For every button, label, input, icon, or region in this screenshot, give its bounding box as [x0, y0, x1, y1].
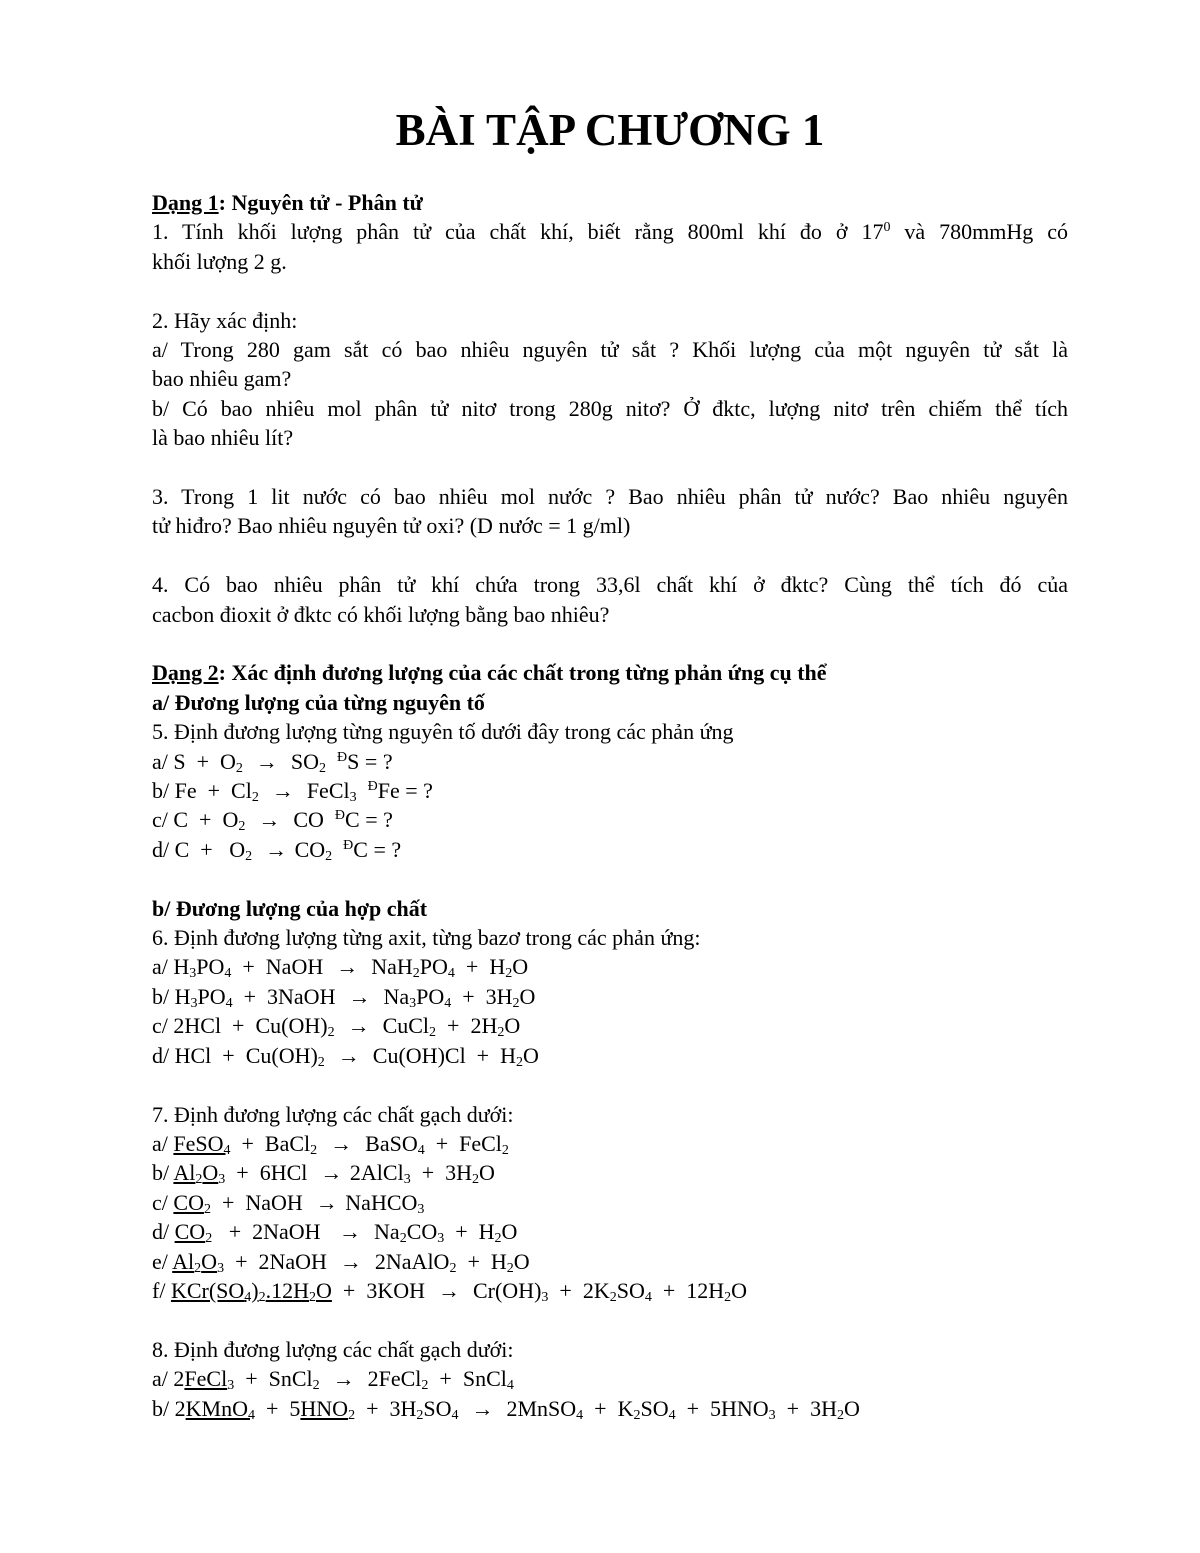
question-5-intro: 5. Định đương lượng từng nguyên tố dưới đây trong các phản ứng	[152, 719, 734, 745]
page-title: BÀI TẬP CHƯƠNG 1	[395, 105, 825, 155]
question-7-intro: 7. Định đương lượng các chất gạch dưới:	[152, 1101, 514, 1127]
reaction-7e: e/ $Al_2O_3$ + 2NaOH → 2NaAlO$_2$ + $H_2O$	[152, 1248, 530, 1276]
reaction-6b: b/ $H_3PO_4$ + 3NaOH → $Na_3PO_4 + 3H_2O$	[152, 983, 536, 1011]
reaction-5b: b/ $Fe + Cl_2$ → FeCl$_3$ $^Đ$Fe = ?	[152, 778, 433, 806]
question-1-line-1: 1. Tính khối lượng phân tử của chất khí, biết rằng 800ml khí đo ở $17^0$ và 780mmHg có	[152, 219, 1068, 245]
question-4-line-1: 4. Có bao nhiêu phân tử khí chứa trong 33,6l chất khí ở đktc? Cùng thể tích đó của	[152, 572, 1068, 598]
reaction-5c: c/ $C + O_2$ → CO $^Đ$C = ?	[152, 807, 393, 835]
section-1-heading: Dạng 1: Nguyên tử - Phân tử	[152, 190, 423, 215]
question-3-line-1: 3. Trong 1 lit nước có bao nhiêu mol nước ? Bao nhiêu phân tử nước? Bao nhiêu nguyên	[152, 484, 1068, 510]
section-1-label: Dạng 1	[152, 190, 219, 215]
question-8-intro: 8. Định đương lượng các chất gạch dưới:	[152, 1336, 514, 1362]
reaction-5d: d/ $C + O_2 \to CO_2$ $^Đ$C = ?	[152, 836, 402, 864]
question-2a-line-1: a/ Trong 280 gam sắt có bao nhiêu nguyên tử sắt ? Khối lượng của một nguyên tử sắt là	[152, 337, 1068, 363]
section-2-heading: Dạng 2: Xác định đương lượng của các chất trong từng phản ứng cụ thể	[152, 660, 827, 686]
section-2b-heading: b/ Đương lượng của hợp chất	[152, 895, 428, 921]
reaction-7c: c/ $CO_2$ + NaOH → NaHCO$_3$	[152, 1189, 425, 1217]
reaction-7b: b/ $Al_2O_3 + 6HCl$ → 2AlCl$_3$ + $3H_2O$	[152, 1160, 495, 1188]
reaction-6c: c/ $2HCl + Cu(OH)_2$ → CuCl$_2$ + $2H_2O$	[152, 1013, 521, 1041]
section-2a-heading: a/ Đương lượng của từng nguyên tố	[152, 689, 485, 715]
question-6-intro: 6. Định đương lượng từng axit, từng bazơ trong các phản ứng:	[152, 925, 701, 951]
document-page	[152, 100, 1068, 1423]
reaction-8a: a/ 2FeCl$_3$ + SnCl$_2$ → 2FeCl$_2$ + SnCl$_4$	[152, 1366, 514, 1394]
question-2a-line-2: bao nhiêu gam?	[152, 366, 292, 392]
reaction-7a: a/ FeSO$_4$ + BaCl$_2$ → BaSO$_4$ + FeCl$_2$	[152, 1130, 509, 1158]
question-4-line-2: cacbon đioxit ở đktc có khối lượng bằng bao nhiêu?	[152, 601, 610, 627]
reaction-6a: a/ $H_3PO_4$ + NaOH → $NaH_2PO_4 + H_2O$	[152, 954, 529, 982]
section-2-label: Dạng 2	[152, 660, 219, 686]
reaction-8b: b/ 2KMnO$_4$ + $5HNO_2 + 3H_2SO_4$ → 2MnSO$_4$ + $K_2SO_4 + 5HNO_3 + 3H_2O$	[152, 1395, 860, 1423]
reaction-5a: a/ $S + O_2 \to SO_2$ $^Đ$S = ?	[152, 748, 393, 776]
question-1-line-2: khối lượng 2 g.	[152, 248, 287, 274]
question-2b-line-1: b/ Có bao nhiêu mol phân tử nitơ trong 280g nitơ? Ở đktc, lượng nitơ trên chiếm thể tích	[152, 395, 1068, 421]
reaction-7d: d/ $CO_2$ + 2NaOH → $Na_2CO_3 + H_2O$	[152, 1219, 518, 1247]
question-3-line-2: tử hiđro? Bao nhiêu nguyên tử oxi? (D nước = 1 g/ml)	[152, 513, 631, 539]
question-2-intro: 2. Hãy xác định:	[152, 307, 298, 333]
reaction-6d: d/ HCl + $Cu(OH)_2 \to Cu(OH)Cl + H_2O$	[152, 1042, 539, 1070]
reaction-7f: f/ $KCr(SO_4)_2.12H_2O + 3KOH \to Cr(OH)_3 + 2K_2SO_4 + 12H_2O$	[152, 1277, 748, 1305]
question-2b-line-2: là bao nhiêu lít?	[152, 425, 294, 451]
